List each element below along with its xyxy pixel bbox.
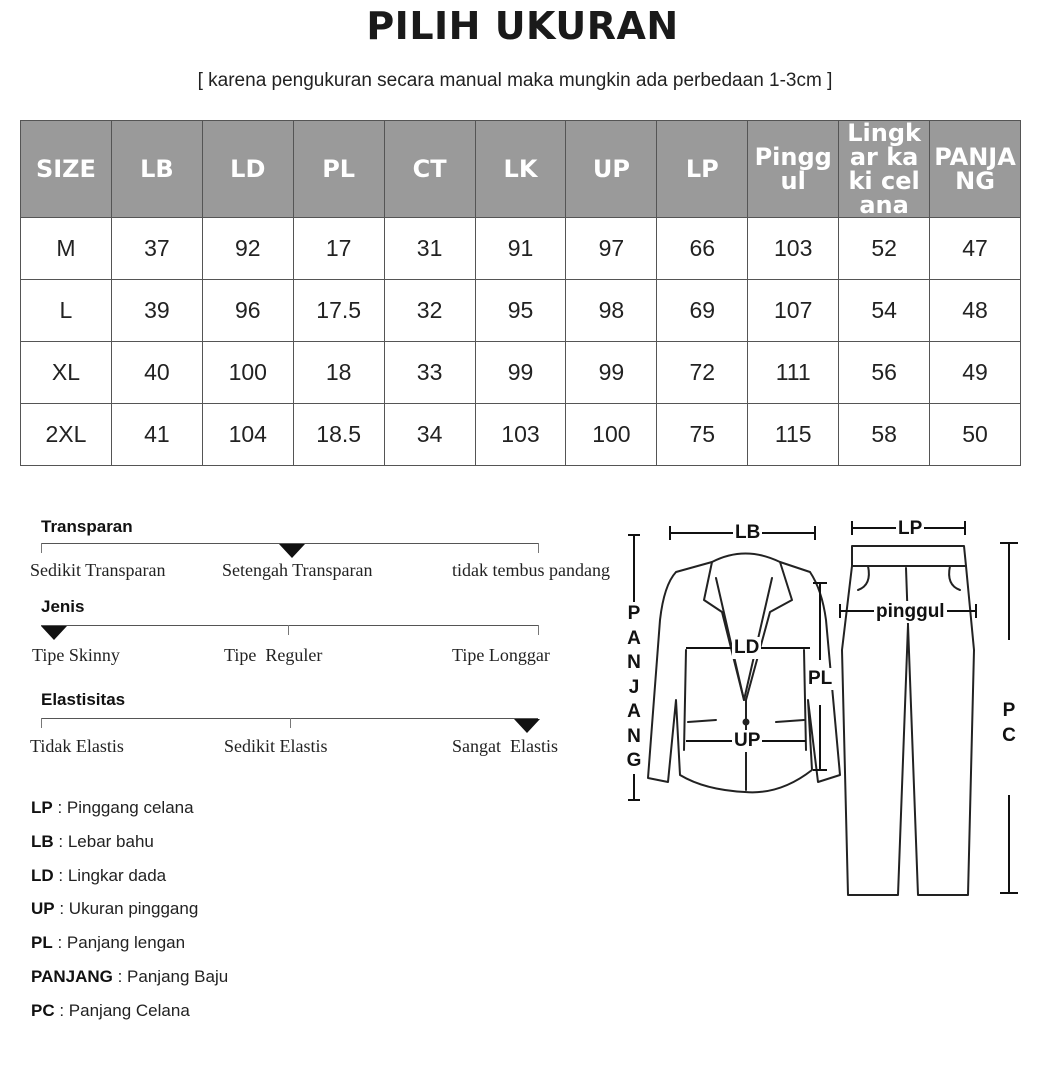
scale-option-label: Sedikit Elastis	[224, 736, 328, 756]
scale-option-label: Sedikit Transparan	[30, 560, 166, 580]
scale-option-label: Setengah Transparan	[222, 560, 373, 580]
label-lb: LB	[735, 522, 761, 543]
table-cell: 33	[384, 342, 475, 404]
scale-option-label: Tipe Skinny	[32, 645, 120, 665]
legend-item: UP : Ukuran pinggang	[31, 899, 199, 919]
table-cell: 100	[202, 342, 293, 404]
scale-option-label: Tipe Longgar	[452, 645, 550, 665]
table-cell: 52	[839, 218, 930, 280]
scale-option-label: Sangat Elastis	[452, 736, 558, 756]
header-ld: LD	[202, 121, 293, 218]
table-cell: 99	[475, 342, 566, 404]
scale-title-jenis: Jenis	[41, 597, 85, 616]
legend-abbr: PC	[31, 1000, 55, 1020]
table-cell: 103	[748, 218, 839, 280]
table-cell: 72	[657, 342, 748, 404]
table-cell: 66	[657, 218, 748, 280]
table-cell: 69	[657, 280, 748, 342]
header-ct: CT	[384, 121, 475, 218]
legend-item: LP : Pinggang celana	[31, 798, 194, 817]
table-cell: 39	[111, 280, 202, 342]
legend-abbr: UP	[31, 899, 55, 919]
table-cell: 103	[475, 404, 566, 466]
table-cell: 49	[930, 342, 1021, 404]
table-cell: 37	[111, 218, 202, 280]
scale-option-label: Tipe Reguler	[224, 645, 323, 665]
legend-item: LB : Lebar bahu	[31, 831, 154, 851]
table-cell: 40	[111, 342, 202, 404]
measurement-note: [ karena pengukuran secara manual maka mungkin ada perbedaan 1-3cm ]	[197, 70, 833, 91]
header-pinggul: Pinggul	[748, 121, 839, 218]
legend-desc: Lebar bahu	[67, 831, 154, 851]
table-cell: 111	[748, 342, 839, 404]
table-cell: 96	[202, 280, 293, 342]
label-pinggul: pinggul	[876, 601, 945, 622]
table-cell: 92	[202, 218, 293, 280]
header-size: SIZE	[21, 121, 112, 218]
table-cell: 58	[839, 404, 930, 466]
table-cell: 99	[566, 342, 657, 404]
legend-abbr: PL	[31, 933, 53, 953]
label-panjang: PANJANG	[624, 602, 644, 774]
table-cell: 54	[839, 280, 930, 342]
table-cell: 34	[384, 404, 475, 466]
legend-desc: Pinggang celana	[66, 798, 194, 817]
label-pl: PL	[808, 668, 833, 689]
label-pc: PC	[999, 699, 1019, 748]
scale-option-label: Tidak Elastis	[30, 736, 124, 756]
header-lb: LB	[111, 121, 202, 218]
trousers-icon	[842, 546, 974, 895]
page-title: PILIH UKURAN	[366, 4, 679, 48]
table-cell: 41	[111, 404, 202, 466]
table-cell: 56	[839, 342, 930, 404]
legend-abbr: LP	[31, 798, 53, 817]
table-cell: 97	[566, 218, 657, 280]
table-cell: 100	[566, 404, 657, 466]
legend-desc: Panjang Celana	[68, 1000, 190, 1020]
table-cell: 48	[930, 280, 1021, 342]
table-cell: 115	[748, 404, 839, 466]
scale-title-elastisitas: Elastisitas	[41, 690, 126, 709]
legend-desc: Panjang lengan	[66, 933, 186, 953]
table-cell: 50	[930, 404, 1021, 466]
table-cell: 17	[293, 218, 384, 280]
label-lp: LP	[898, 518, 923, 539]
legend-abbr: PANJANG	[31, 966, 113, 986]
legend-abbr: LB	[31, 831, 54, 851]
header-lp: LP	[657, 121, 748, 218]
header-panjang: PANJANG	[930, 121, 1021, 218]
legend-item: PANJANG : Panjang Baju	[31, 966, 229, 986]
legend-item: LD : Lingkar dada	[31, 865, 167, 885]
table-cell: 32	[384, 280, 475, 342]
legend-item: PC : Panjang Celana	[31, 1000, 190, 1020]
table-cell: 104	[202, 404, 293, 466]
table-cell: 18	[293, 342, 384, 404]
table-cell: XL	[21, 342, 112, 404]
table-cell: 47	[930, 218, 1021, 280]
table-cell: 98	[566, 280, 657, 342]
header-lk: LK	[475, 121, 566, 218]
table-cell: 75	[657, 404, 748, 466]
label-ld: LD	[734, 637, 760, 658]
legend-item: PL : Panjang lengan	[31, 933, 186, 953]
header-pl: PL	[293, 121, 384, 218]
table-cell: M	[21, 218, 112, 280]
table-cell: 91	[475, 218, 566, 280]
scale-option-label: tidak tembus pandang	[452, 560, 610, 580]
header-up: UP	[566, 121, 657, 218]
legend-desc: Panjang Baju	[127, 966, 229, 986]
table-cell: 31	[384, 218, 475, 280]
table-cell: 17.5	[293, 280, 384, 342]
header-lingkar-kaki: Lingkar kaki celana	[839, 121, 930, 218]
legend-desc: Lingkar dada	[67, 865, 167, 885]
table-cell: 107	[748, 280, 839, 342]
table-cell: 2XL	[21, 404, 112, 466]
table-cell: L	[21, 280, 112, 342]
legend-desc: Ukuran pinggang	[68, 899, 199, 919]
measurement-lines	[628, 521, 1018, 893]
table-cell: 18.5	[293, 404, 384, 466]
label-up: UP	[734, 730, 761, 751]
scale-title-transparan: Transparan	[41, 517, 133, 536]
table-cell: 95	[475, 280, 566, 342]
legend-abbr: LD	[31, 865, 54, 885]
